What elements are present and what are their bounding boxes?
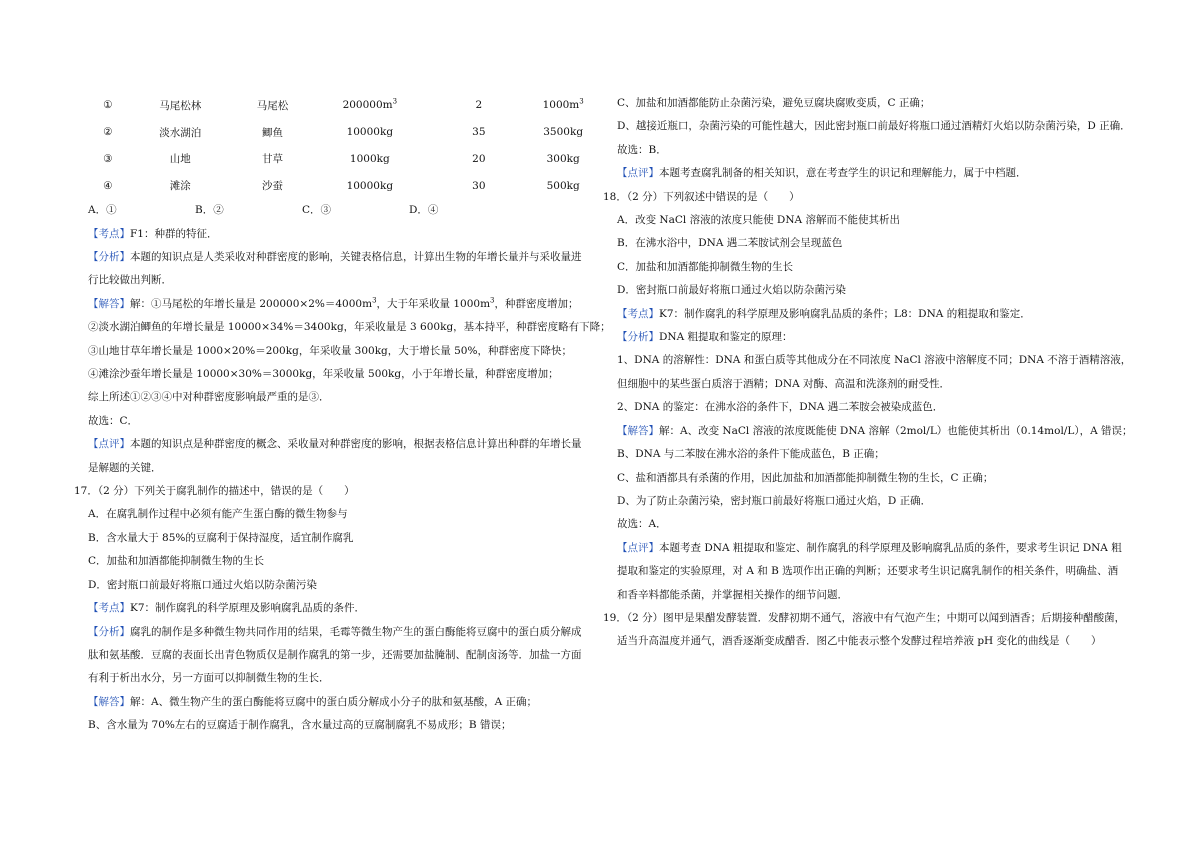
table-cell: ① xyxy=(103,99,113,112)
table-cell: 马尾松林 xyxy=(159,99,202,112)
table-cell: 20 xyxy=(472,152,486,165)
table-cell: 甘草 xyxy=(262,153,284,166)
table-cell: ② xyxy=(103,126,113,139)
q16-kaodian xyxy=(88,223,598,246)
table-cell: 3500kg xyxy=(543,126,584,139)
q16-jieda-line: ④滩涂沙蚕年增长量是 10000×30%＝3000kg，年采收量 500kg，小于年增长量，种群密度增加； xyxy=(88,368,559,381)
q18-kaodian xyxy=(617,303,1127,326)
q17-fenxi xyxy=(88,621,598,644)
population-table xyxy=(90,92,598,199)
table-cell: 山地 xyxy=(169,153,191,166)
table-cell: 500kg xyxy=(546,179,580,192)
q17-option-b: B．含水量大于 85%的豆腐利于保持湿度，适宜制作腐乳 xyxy=(88,531,354,544)
q18-jieda-line: C、盐和酒都具有杀菌的作用，因此加盐和加酒都能抑制微生物的生长，C 正确； xyxy=(617,471,994,484)
q18-jieda-line: B、DNA 与二苯胺在沸水浴的条件下能成蓝色，B 正确； xyxy=(617,448,885,461)
jieda-text-c: ，种群密度增加； xyxy=(494,297,579,310)
table-cell: $1000m^3$ xyxy=(542,97,584,112)
jieda-text: 解：A、微生物产生的蛋白酶能将豆腐中的蛋白质分解成小分子的肽和氨基酸，A 正确； xyxy=(130,695,538,708)
table-cell: 10000kg xyxy=(346,126,394,139)
kaodian-tag: 【考点】 xyxy=(88,227,130,240)
q17-option-a: A．在腐乳制作过程中必须有能产生蛋白酶的微生物参与 xyxy=(88,508,348,521)
fenxi-tag: 【分析】 xyxy=(617,331,659,344)
q16-options xyxy=(88,199,598,222)
q16-fenxi-cont: 行比较做出判断． xyxy=(88,274,172,287)
jieda-tag: 【解答】 xyxy=(88,297,130,310)
table-cell: 滩涂 xyxy=(169,180,191,193)
q18-jieda xyxy=(617,420,1133,443)
table-cell: ④ xyxy=(103,179,113,192)
q17-jieda-line: B、含水量为 70%左右的豆腐适于制作腐乳，含水量过高的豆腐制腐乳不易成形；B 错误； xyxy=(88,719,512,732)
q16-jieda-line: ③山地甘草年增长量是 1000×20%＝200kg，年采收量 300kg，大于增长量 50%，种群密度下降快； xyxy=(88,344,572,357)
fenxi-text: DNA 粗提取和鉴定的原理： xyxy=(659,331,793,344)
right-column xyxy=(603,92,1133,654)
q19-stem-cont: 适当升高温度并通气，酒香逐渐变成醋香．图乙中能表示整个发酵过程培养液 pH 变化的曲线是（ ） xyxy=(617,635,1102,648)
kaodian-text: K7：制作腐乳的科学原理及影响腐乳品质的条件． xyxy=(130,602,366,615)
superscript: 3 xyxy=(579,97,584,106)
dianping-text: 本题考查腐乳制备的相关知识，意在考查学生的识记和理解能力，属于中档题． xyxy=(659,167,1027,180)
table-cell: 1000kg xyxy=(349,152,390,165)
q18-dianping-cont: 和香辛料都能杀菌，并掌握相关操作的细节问题． xyxy=(617,588,848,601)
dianping-text: 本题考查 DNA 粗提取和鉴定、制作腐乳的科学原理及影响腐乳品质的条件，要求考生识记 DNA 粗 xyxy=(659,541,1122,554)
q17-option-d: D．密封瓶口前最好将瓶口通过火焰以防杂菌污染 xyxy=(88,578,317,591)
dianping-text: 本题的知识点是种群密度的概念、采收量对种群密度的影响，根据表格信息计算出种群的年增长量 xyxy=(130,438,582,451)
table-cell: ③ xyxy=(103,152,113,165)
table-row xyxy=(90,146,598,173)
q16-jieda xyxy=(88,293,598,316)
q18-fenxi xyxy=(617,326,1127,349)
q18-option-b: B．在沸水浴中，DNA 遇二苯胺试剂会呈现蓝色 xyxy=(617,237,843,250)
table-row xyxy=(90,119,598,146)
q18-dianping-cont: 提取和鉴定的实验原理，对 A 和 B 选项作出正确的判断；还要求考生识记腐乳制作的相关条件，明确盐、酒 xyxy=(617,565,1119,578)
q18-answer: 故选：A． xyxy=(617,518,667,531)
q19-stem: 19．（2 分）图甲是果醋发酵装置．发酵初期不通气，溶液中有气泡产生；中期可以闻到酒香；后期接种醋酸菌， xyxy=(603,611,1126,624)
dianping-tag: 【点评】 xyxy=(617,167,659,180)
table-cell: 鲫鱼 xyxy=(262,126,284,139)
table-cell: $200000m^3$ xyxy=(342,97,398,112)
table-row xyxy=(90,172,598,199)
superscript: 3 xyxy=(372,296,377,305)
q16-jieda-line: ②淡水湖泊鲫鱼的年增长量是 10000×34%＝3400kg，年采收量是 3 600kg，基本持平，种群密度略有下降； xyxy=(88,321,611,334)
jieda-tag: 【解答】 xyxy=(88,695,130,708)
q18-fenxi-line: 2、DNA 的鉴定：在沸水浴的条件下，DNA 遇二苯胺会被染成蓝色． xyxy=(617,401,944,414)
table-cell: 淡水湖泊 xyxy=(159,126,202,139)
q18-jieda-line: D、为了防止杂菌污染，密封瓶口前最好将瓶口通过火焰，D 正确． xyxy=(617,494,932,507)
q18-fenxi-line: 但细胞中的某些蛋白质溶于酒精；DNA 对酶、高温和洗涤剂的耐受性． xyxy=(617,377,951,390)
q17-jieda-line: D、越接近瓶口，杂菌污染的可能性越大，因此密封瓶口前最好将瓶口通过酒精灯火焰以防杂菌污染，D 正确． xyxy=(617,120,1131,133)
q17-option-c: C．加盐和加酒都能抑制微生物的生长 xyxy=(88,555,265,568)
table-cell: 2 xyxy=(475,99,483,112)
superscript: 3 xyxy=(490,296,495,305)
q16-option-a: A．① xyxy=(88,204,117,217)
q18-option-a: A．改变 NaCl 溶液的浓度只能使 DNA 溶解而不能使其析出 xyxy=(617,214,900,227)
table-cell: 300kg xyxy=(546,152,580,165)
q18-option-d: D．密封瓶口前最好将瓶口通过火焰以防杂菌污染 xyxy=(617,284,846,297)
fenxi-tag: 【分析】 xyxy=(88,625,130,638)
kaodian-tag: 【考点】 xyxy=(617,307,659,320)
q18-stem: 18．（2 分）下列叙述中错误的是（ ） xyxy=(603,190,800,203)
superscript: 3 xyxy=(392,97,398,106)
dianping-tag: 【点评】 xyxy=(88,438,130,451)
table-cell: 10000kg xyxy=(346,179,394,192)
q16-answer: 故选：C． xyxy=(88,414,139,427)
q17-kaodian xyxy=(88,597,598,620)
table-cell: 35 xyxy=(472,126,486,139)
fenxi-text: 本题的知识点是人类采收对种群密度的影响，关键表格信息，计算出生物的年增长量并与采收量进 xyxy=(130,251,582,263)
jieda-text-b: ，大于年采收量 1000m xyxy=(376,297,491,310)
q17-jieda xyxy=(88,691,598,714)
fenxi-text: 腐乳的制作是多种微生物共同作用的结果，毛霉等微生物产生的蛋白酶能将豆腐中的蛋白质分解成 xyxy=(130,625,582,638)
q18-dianping xyxy=(617,537,1127,560)
left-column xyxy=(74,92,611,738)
q16-option-b: B．② xyxy=(195,204,224,217)
dianping-tag: 【点评】 xyxy=(617,541,659,554)
q17-dianping xyxy=(617,162,1127,185)
jieda-text-a: 解：①马尾松的年增长量是 200000×2%＝4000m xyxy=(130,297,373,310)
q17-answer: 故选：B． xyxy=(617,143,667,156)
table-row xyxy=(90,92,598,119)
q18-option-c: C．加盐和加酒都能抑制微生物的生长 xyxy=(617,260,794,273)
q16-jieda-line: 综上所述①②③④中对种群密度影响最严重的是③． xyxy=(88,391,330,404)
table-cell: 沙蚕 xyxy=(262,180,284,193)
q16-option-d: D．④ xyxy=(409,204,439,217)
fenxi-tag: 【分析】 xyxy=(88,251,130,263)
q16-dianping xyxy=(88,433,598,456)
q17-stem: 17．（2 分）下列关于腐乳制作的描述中，错误的是（ ） xyxy=(74,485,355,498)
table-cell: 马尾松 xyxy=(256,99,289,112)
q17-fenxi-cont: 有利于析出水分，另一方面可以抑制微生物的生长． xyxy=(88,672,330,685)
jieda-tag: 【解答】 xyxy=(617,424,659,437)
jieda-text: 解：A、改变 NaCl 溶液的浓度既能使 DNA 溶解（2mol/L）也能使其析出（0.14mol/L），A 错误； xyxy=(659,424,1133,437)
q16-dianping-cont: 是解题的关键． xyxy=(88,461,162,474)
table-cell: 30 xyxy=(472,179,486,192)
q18-fenxi-line: 1、DNA 的溶解性：DNA 和蛋白质等其他成分在不同浓度 NaCl 溶液中溶解度不同；DNA 不溶于酒精溶液， xyxy=(617,354,1132,367)
q16-fenxi xyxy=(88,246,598,269)
kaodian-text: K7：制作腐乳的科学原理及影响腐乳品质的条件；L8：DNA 的粗提取和鉴定． xyxy=(659,307,1031,320)
q16-option-c: C．③ xyxy=(302,204,332,217)
kaodian-text: F1：种群的特征． xyxy=(130,227,218,240)
q17-fenxi-cont: 肽和氨基酸．豆腐的表面长出青色物质仅是制作腐乳的第一步，还需要加盐腌制、配制卤汤等．加盐一方面 xyxy=(88,648,582,661)
q17-jieda-line: C、加盐和加酒都能防止杂菌污染，避免豆腐块腐败变质，C 正确； xyxy=(617,97,931,109)
kaodian-tag: 【考点】 xyxy=(88,602,130,615)
